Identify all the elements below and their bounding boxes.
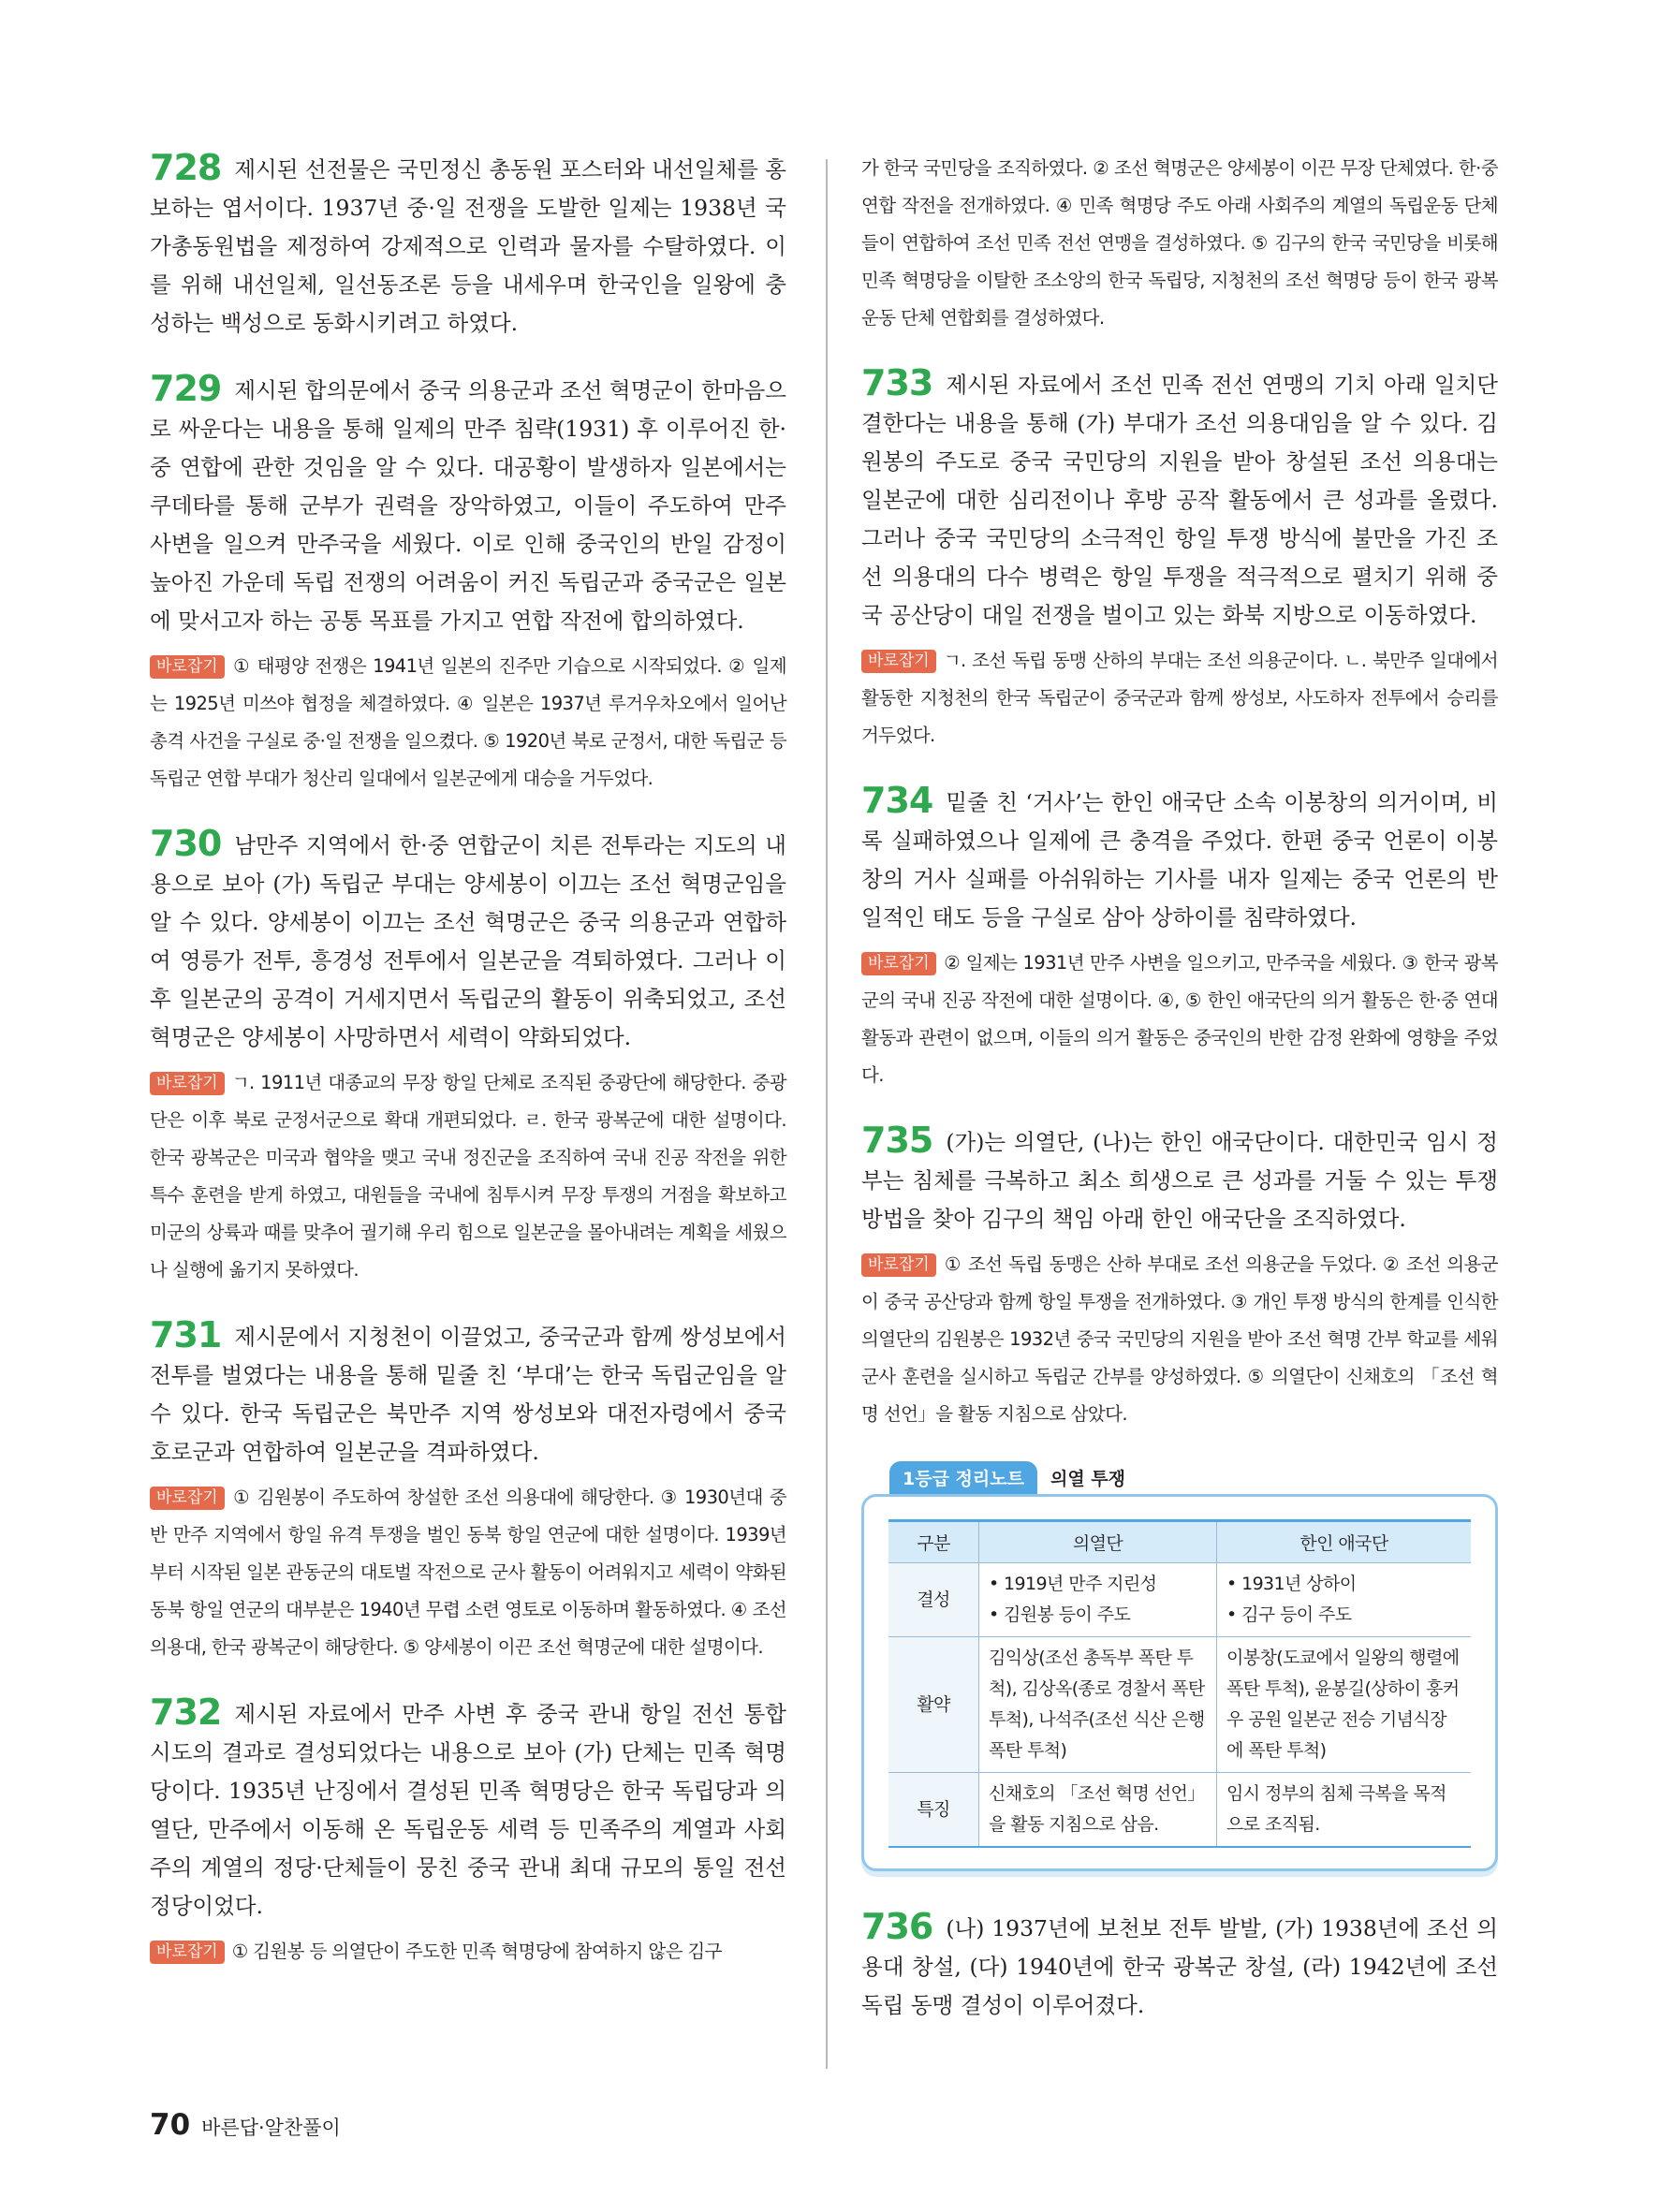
question-number: 728 bbox=[150, 147, 222, 188]
answer-entry-734 bbox=[861, 780, 1498, 1094]
note-box bbox=[861, 1494, 1498, 1871]
row-label: 활약 bbox=[888, 1637, 979, 1773]
table-row bbox=[888, 1773, 1471, 1848]
explanation-text: (가)는 의열단, (나)는 한인 애국단이다. 대한민국 임시 정부는 침체를 극복하고 최소 희생으로 큰 성과를 거둘 수 있는 투쟁 방법을 찾아 김구의 책임 아래 한인 애국단을 조직하였다. bbox=[861, 1129, 1498, 1232]
question-number: 733 bbox=[861, 362, 933, 403]
correction-badge: 바로잡기 bbox=[861, 650, 936, 673]
column-divider bbox=[826, 159, 828, 2069]
answer-entry-729 bbox=[150, 368, 786, 798]
comparison-table bbox=[888, 1519, 1471, 1848]
question-number: 736 bbox=[861, 1906, 933, 1947]
column-header: 구분 bbox=[888, 1521, 979, 1563]
cell-line: • 김구 등이 주도 bbox=[1226, 1604, 1352, 1625]
correction-text: ㄱ. 1911년 대종교의 무장 항일 단체로 조직된 중광단에 해당한다. 중광단은 이후 북로 군정서군으로 확대 개편되었다. ㄹ. 한국 광복군에 대한 설명이다. 한국 광복군은 미국과 협약을 맺고 국내 정진군을 조직하여 국내 진공 작전을 위한 특수 훈련을 받게 하였고, 대원들을 국내에 침투시켜 무장 투쟁의 거점을 확보하고 미군의 상륙과 때를 맞추어 궐기해 우리 힘으로 일본군을 몰아내려는 계획을 세웠으나 실행에 옮기지 못하였다. bbox=[150, 1072, 786, 1281]
answer-entry-736 bbox=[861, 1906, 1498, 2025]
explanation-text: 제시문에서 지청천이 이끌었고, 중국군과 함께 쌍성보에서 전투를 벌였다는 내용을 통해 밑줄 친 ‘부대’는 한국 독립군임을 알 수 있다. 한국 독립군은 북만주 지역 쌍성보와 대전자령에서 중국 호로군과 연합하여 일본군을 격파하였다. bbox=[150, 1324, 786, 1465]
answer-entry-732 bbox=[150, 1694, 786, 1970]
table-cell: 김익상(조선 총독부 폭탄 투척), 김상옥(종로 경찰서 폭탄 투척), 나석주(조선 식산 은행 폭탄 투척) bbox=[979, 1637, 1217, 1773]
cell-line: • 1919년 만주 지린성 bbox=[989, 1574, 1157, 1594]
correction-text: ㄱ. 조선 독립 동맹 산하의 부대는 조선 의용군이다. ㄴ. 북만주 일대에서 활동한 지청천의 한국 독립군이 중국군과 함께 쌍성보, 사도하자 전투에서 승리를 거두었다. bbox=[861, 650, 1498, 746]
explanation-text: 제시된 자료에서 만주 사변 후 중국 관내 항일 전선 통합 시도의 결과로 결성되었다는 내용으로 보아 (가) 단체는 민족 혁명당이다. 1935년 난징에서 결성된 민족 혁명당은 한국 독립당과 의열단, 만주에서 이동해 온 독립운동 세력 등 민족주의 계열과 사회주의 계열의 정당·단체들이 뭉친 중국 관내 최대 규모의 통일 전선 정당이었다. bbox=[150, 1701, 786, 1919]
footer-label: 바른답·알찬풀이 bbox=[201, 2117, 341, 2139]
page-footer bbox=[150, 2108, 341, 2142]
column-header: 한인 애국단 bbox=[1217, 1521, 1471, 1563]
explanation-text: 밑줄 친 ‘거사’는 한인 애국단 소속 이봉창의 의거이며, 비록 실패하였으나 일제에 큰 충격을 주었다. 한편 중국 언론이 이봉창의 거사 실패를 아쉬워하는 기사를 내자 일제는 중국 언론의 반일적인 태도 등을 구실로 삼아 상하이를 침략하였다. bbox=[861, 789, 1498, 930]
correction-badge: 바로잡기 bbox=[150, 655, 225, 679]
explanation-text: 제시된 자료에서 조선 민족 전선 연맹의 기치 아래 일치단결한다는 내용을 통해 (가) 부대가 조선 의용대임을 알 수 있다. 김원봉의 주도로 중국 국민당의 지원을 받아 창설된 조선 의용대는 일본군에 대한 심리전이나 후방 공작 활동에서 큰 성과를 올렸다. 그러나 중국 국민당의 소극적인 항일 투쟁 방식에 불만을 가진 조선 의용대의 다수 병력은 항일 투쟁을 적극적으로 펼치기 위해 중국 공산당이 대일 전쟁을 벌이고 있는 화북 지방으로 이동하였다. bbox=[861, 372, 1498, 628]
note-tag: 1등급 정리노트 bbox=[889, 1461, 1037, 1494]
table-cell: 신채호의 「조선 혁명 선언」을 활동 지침으로 삼음. bbox=[979, 1773, 1217, 1848]
explanation-text: (나) 1937년에 보천보 전투 발발, (가) 1938년에 조선 의용대 창설, (다) 1940년에 한국 광복군 창설, (라) 1942년에 조선 독립 동맹 결성이 이루어졌다. bbox=[861, 1915, 1498, 2018]
correction-badge: 바로잡기 bbox=[861, 952, 936, 975]
correction-continuation: 가 한국 국민당을 조직하였다. ② 조선 혁명군은 양세봉이 이끈 무장 단체였다. 한·중 연합 작전을 전개하였다. ④ 민족 혁명당 주도 아래 사회주의 계열의 독립운동 단체들이 연합하여 조선 민족 전선 연맹을 결성하였다. ⑤ 김구의 한국 국민당을 비롯해 민족 혁명당을 이탈한 조소앙의 한국 독립당, 지청천의 조선 혁명당 등이 한국 광복 운동 단체 연합회를 결성하였다. bbox=[861, 157, 1498, 329]
explanation-text: 제시된 합의문에서 중국 의용군과 조선 혁명군이 한마음으로 싸운다는 내용을 통해 일제의 만주 침략(1931) 후 이루어진 한·중 연합에 관한 것임을 알 수 있다. 대공황이 발생하자 일본에서는 쿠데타를 통해 군부가 권력을 장악하였고, 이들이 주도하여 만주 사변을 일으켜 만주국을 세웠다. 이로 인해 중국인의 반일 감정이 높아진 가운데 독립 전쟁의 어려움이 커진 독립군과 중국군은 일본에 맞서고자 하는 공통 목표를 가지고 연합 작전에 합의하였다. bbox=[150, 377, 786, 634]
question-number: 730 bbox=[150, 823, 222, 864]
correction-text: ① 조선 독립 동맹은 산하 부대로 조선 의용군을 두었다. ② 조선 의용군이 중국 공산당과 함께 항일 투쟁을 전개하였다. ③ 개인 투쟁 방식의 한계를 인식한 의열단의 김원봉은 1932년 중국 국민당의 지원을 받아 조선 혁명 간부 학교를 세워 군사 훈련을 실시하고 독립군 간부를 양성하였다. ⑤ 의열단이 신채호의 「조선 혁명 선언」을 활동 지침으로 삼았다. bbox=[861, 1253, 1498, 1425]
summary-note bbox=[861, 1461, 1498, 1871]
cell-line: • 김원봉 등이 주도 bbox=[989, 1604, 1131, 1625]
correction-badge: 바로잡기 bbox=[861, 1253, 936, 1277]
table-row bbox=[888, 1563, 1471, 1637]
left-column bbox=[150, 147, 786, 1999]
explanation-text: 남만주 지역에서 한·중 연합군이 치른 전투라는 지도의 내용으로 보아 (가) 독립군 부대는 양세봉이 이끄는 조선 혁명군임을 알 수 있다. 양세봉이 이끄는 조선 혁명군은 중국 의용군과 연합하여 영릉가 전투, 흥경성 전투에서 일본군을 격퇴하였다. 그러나 이후 일본군의 공격이 거세지면서 독립군의 활동이 위축되었고, 조선 혁명군은 양세봉이 사망하면서 세력이 약화되었다. bbox=[150, 832, 786, 1050]
question-number: 729 bbox=[150, 368, 222, 409]
column-header: 의열단 bbox=[979, 1521, 1217, 1563]
answer-entry-733 bbox=[861, 362, 1498, 754]
correction-badge: 바로잡기 bbox=[150, 1941, 225, 1964]
correction-badge: 바로잡기 bbox=[150, 1072, 225, 1095]
table-header-row bbox=[888, 1521, 1471, 1563]
note-title: 의열 투쟁 bbox=[1050, 1469, 1125, 1489]
question-number: 734 bbox=[861, 780, 933, 821]
row-label: 특징 bbox=[888, 1773, 979, 1848]
answer-entry-735 bbox=[861, 1122, 1498, 1433]
question-number: 735 bbox=[861, 1120, 933, 1161]
correction-text: ① 김원봉 등 의열단이 주도한 민족 혁명당에 참여하지 않은 김구 bbox=[231, 1941, 722, 1962]
explanation-text: 제시된 선전물은 국민정신 총동원 포스터와 내선일체를 홍보하는 엽서이다. 1937년 중·일 전쟁을 도발한 일제는 1938년 국가총동원법을 제정하여 강제적으로 인력과 물자를 수탈하였다. 이를 위해 내선일체, 일선동조론 등을 내세우며 한국인을 일왕에 충성하는 백성으로 동화시키려고 하였다. bbox=[150, 156, 786, 336]
right-column bbox=[861, 150, 1498, 2053]
correction-badge: 바로잡기 bbox=[150, 1487, 225, 1510]
correction-text: ① 김원봉이 주도하여 창설한 조선 의용대에 해당한다. ③ 1930년대 중반 만주 지역에서 항일 유격 투쟁을 벌인 동북 항일 연군에 대한 설명이다. 1939년부터 시작된 일본 관동군의 대토벌 작전으로 군사 활동이 어려워지고 세력이 약화된 동북 항일 연군의 대부분은 1940년 무렵 소련 영토로 이동하며 활동하였다. ④ 조선 의용대, 한국 광복군이 해당한다. ⑤ 양세봉이 이끈 조선 혁명군에 대한 설명이다. bbox=[150, 1487, 786, 1658]
correction-text: ① 태평양 전쟁은 1941년 일본의 진주만 기습으로 시작되었다. ② 일제는 1925년 미쓰야 협정을 체결하였다. ④ 일본은 1937년 루거우차오에서 일어난 총격 사건을 구실로 중·일 전쟁을 일으켰다. ⑤ 1920년 북로 군정서, 대한 독립군 등 독립군 연합 부대가 청산리 일대에서 일본군에게 대승을 거두었다. bbox=[150, 655, 786, 789]
page-number: 70 bbox=[150, 2108, 191, 2142]
cell-line: • 1931년 상하이 bbox=[1226, 1574, 1357, 1594]
question-number: 732 bbox=[150, 1692, 222, 1733]
answer-entry-730 bbox=[150, 823, 786, 1289]
question-number: 731 bbox=[150, 1314, 222, 1355]
table-row bbox=[888, 1637, 1471, 1773]
table-cell bbox=[1217, 1563, 1471, 1637]
answer-entry-731 bbox=[150, 1314, 786, 1666]
answer-entry-728 bbox=[150, 147, 786, 343]
table-cell: 이봉창(도쿄에서 일왕의 행렬에 폭탄 투척), 윤봉길(상하이 훙커우 공원 일본군 전승 기념식장에 폭탄 투척) bbox=[1217, 1637, 1471, 1773]
table-cell bbox=[979, 1563, 1217, 1637]
row-label: 결성 bbox=[888, 1563, 979, 1637]
correction-text: ② 일제는 1931년 만주 사변을 일으키고, 만주국을 세웠다. ③ 한국 광복군의 국내 진공 작전에 대한 설명이다. ④, ⑤ 한인 애국단의 의거 활동은 한·중 연대 활동과 관련이 없으며, 이들의 의거 활동은 중국인의 반한 감정 완화에 영향을 주었다. bbox=[861, 952, 1498, 1086]
answer-entry-732-continued bbox=[861, 150, 1498, 337]
table-cell: 임시 정부의 침체 극복을 목적으로 조직됨. bbox=[1217, 1773, 1471, 1848]
